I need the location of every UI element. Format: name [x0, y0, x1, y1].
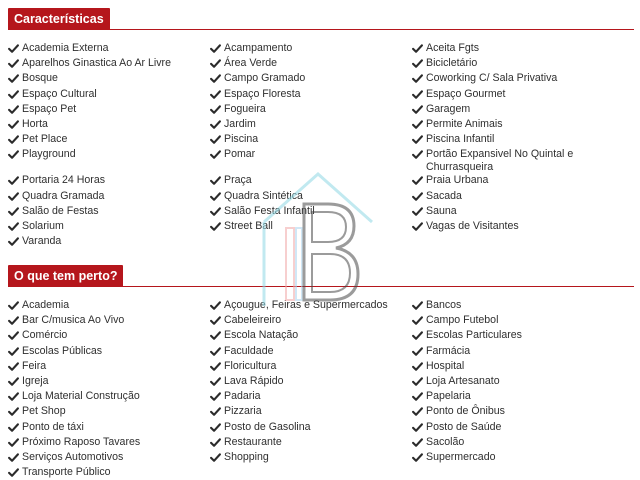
list-item: [412, 56, 632, 71]
list-item: [412, 404, 632, 419]
list-item: [412, 298, 632, 313]
list-item-label: Bicicletário: [426, 57, 478, 70]
list-item: [210, 102, 412, 117]
list-item: [8, 465, 210, 480]
list-item: [210, 298, 412, 313]
list-item: [412, 173, 632, 188]
list-item-label: Piscina Infantil: [426, 133, 495, 146]
list-item: [8, 389, 210, 404]
list-item: [412, 344, 632, 359]
list-item: [8, 147, 210, 173]
list-item: [412, 450, 632, 465]
list-item-label: Comércio: [22, 329, 68, 342]
list-item-label: Bosque: [22, 72, 58, 85]
check-icon: [412, 315, 423, 326]
list-item: [8, 41, 210, 56]
list-item-label: Posto de Saúde: [426, 420, 502, 433]
list-item-label: Street Ball: [224, 219, 273, 232]
check-icon: [8, 221, 19, 232]
check-icon: [412, 437, 423, 448]
list-item: [8, 87, 210, 102]
list-item: [8, 234, 210, 249]
check-icon: [210, 452, 221, 463]
list-item-label: Garagem: [426, 102, 471, 115]
check-icon: [8, 191, 19, 202]
list-item-label: Cabeleireiro: [224, 314, 282, 327]
check-icon: [412, 89, 423, 100]
list-item-label: Transporte Público: [22, 466, 111, 479]
list-item: [210, 132, 412, 147]
list-item: [8, 298, 210, 313]
check-icon: [412, 119, 423, 130]
list-item: [8, 189, 210, 204]
check-icon: [210, 361, 221, 372]
check-icon: [8, 119, 19, 130]
nearby-grid: [8, 298, 638, 480]
check-icon: [412, 104, 423, 115]
list-item-label: Quadra Gramada: [22, 189, 105, 202]
list-item: [210, 389, 412, 404]
list-item: [210, 219, 412, 234]
list-item: [8, 344, 210, 359]
section-title: O que tem perto?: [8, 265, 123, 287]
check-icon: [8, 236, 19, 247]
check-icon: [210, 43, 221, 54]
check-icon: [8, 134, 19, 145]
check-icon: [8, 175, 19, 186]
list-item: [210, 344, 412, 359]
list-item-label: Quadra Sintética: [224, 189, 303, 202]
list-item-label: Portão Expansivel No Quintal e Churrasqueira: [426, 148, 574, 173]
check-icon: [210, 191, 221, 202]
list-item: [210, 41, 412, 56]
list-item-label: Academia Externa: [22, 42, 109, 54]
check-icon: [412, 391, 423, 402]
check-icon: [210, 300, 221, 311]
check-icon: [210, 346, 221, 357]
list-item-label: Escolas Públicas: [22, 344, 103, 357]
list-item: [8, 204, 210, 219]
check-icon: [412, 406, 423, 417]
list-item-label: Supermercado: [426, 450, 496, 463]
list-item: [412, 219, 632, 234]
list-item-label: Serviços Automotivos: [22, 450, 124, 463]
list-item-label: Escola Natação: [224, 329, 299, 342]
list-item-label: Próximo Raposo Tavares: [22, 435, 141, 448]
check-icon: [8, 149, 19, 160]
check-icon: [8, 43, 19, 54]
empty-cell: [412, 465, 632, 480]
list-item-label: Floricultura: [224, 359, 277, 372]
list-item: [8, 102, 210, 117]
list-item-label: Campo Gramado: [224, 72, 306, 85]
list-item: [412, 132, 632, 147]
list-item-label: Horta: [22, 117, 48, 130]
check-icon: [8, 206, 19, 217]
list-item: [8, 132, 210, 147]
list-item: [412, 189, 632, 204]
check-icon: [412, 330, 423, 341]
list-item: [412, 102, 632, 117]
check-icon: [8, 89, 19, 100]
check-icon: [210, 330, 221, 341]
check-icon: [210, 104, 221, 115]
list-item: [8, 420, 210, 435]
list-item-label: Acampamento: [224, 42, 293, 54]
check-icon: [210, 58, 221, 69]
list-item: [8, 435, 210, 450]
list-item: [412, 147, 632, 173]
list-item-label: Salão de Festas: [22, 204, 99, 217]
list-item-label: Academia: [22, 299, 70, 311]
check-icon: [210, 315, 221, 326]
list-item-label: Aparelhos Ginastica Ao Ar Livre: [22, 57, 171, 70]
list-item-label: Lava Rápido: [224, 374, 284, 387]
list-item-label: Igreja: [22, 374, 49, 387]
check-icon: [412, 452, 423, 463]
check-icon: [8, 391, 19, 402]
list-item-label: Coworking C/ Sala Privativa: [426, 72, 558, 85]
check-icon: [210, 437, 221, 448]
list-item-label: Sacolão: [426, 435, 465, 448]
list-item: [210, 71, 412, 86]
list-item-label: Escolas Particulares: [426, 329, 522, 342]
check-icon: [412, 300, 423, 311]
list-item: [210, 173, 412, 188]
empty-cell: [210, 234, 412, 249]
list-item: [210, 435, 412, 450]
list-item-label: Praça: [224, 174, 252, 187]
check-icon: [8, 406, 19, 417]
list-item: [210, 404, 412, 419]
list-item-label: Shopping: [224, 450, 269, 463]
list-item: [210, 420, 412, 435]
list-item: [412, 374, 632, 389]
list-item: [8, 404, 210, 419]
list-item-label: Espaço Floresta: [224, 87, 301, 100]
list-item-label: Fogueira: [224, 102, 266, 115]
list-item-label: Portaria 24 Horas: [22, 174, 106, 187]
list-item: [412, 328, 632, 343]
list-item-label: Pomar: [224, 148, 256, 161]
list-item-label: Padaria: [224, 390, 261, 403]
section-header: [0, 8, 640, 32]
list-item: [412, 435, 632, 450]
list-item: [210, 204, 412, 219]
list-item: [8, 450, 210, 465]
check-icon: [210, 376, 221, 387]
list-item: [412, 420, 632, 435]
check-icon: [210, 119, 221, 130]
list-item: [412, 117, 632, 132]
list-item-label: Praia Urbana: [426, 174, 489, 187]
check-icon: [8, 346, 19, 357]
list-item-label: Espaço Cultural: [22, 87, 97, 100]
list-item: [412, 41, 632, 56]
list-item-label: Hospital: [426, 359, 465, 372]
check-icon: [210, 73, 221, 84]
list-item: [412, 359, 632, 374]
list-item: [210, 450, 412, 465]
check-icon: [412, 361, 423, 372]
check-icon: [412, 221, 423, 232]
list-item-label: Jardim: [224, 117, 256, 130]
check-icon: [412, 58, 423, 69]
check-icon: [412, 149, 423, 160]
list-item: [8, 173, 210, 188]
list-item-label: Bancos: [426, 299, 462, 311]
list-item: [210, 147, 412, 173]
section-divider: [8, 29, 634, 30]
list-item-label: Aceita Fgts: [426, 42, 479, 54]
check-icon: [210, 422, 221, 433]
check-icon: [8, 376, 19, 387]
check-icon: [210, 175, 221, 186]
list-item: [412, 71, 632, 86]
check-icon: [412, 376, 423, 387]
check-icon: [8, 73, 19, 84]
section-caracteristicas: [0, 8, 640, 248]
list-item: [8, 71, 210, 86]
list-item-label: Pizzaria: [224, 405, 262, 418]
list-item: [210, 313, 412, 328]
section-header: [0, 265, 640, 289]
list-item-label: Pet Place: [22, 133, 68, 146]
list-item-label: Sacada: [426, 189, 462, 202]
list-item: [210, 359, 412, 374]
list-item-label: Playground: [22, 148, 76, 161]
list-item: [8, 56, 210, 71]
list-item-label: Ponto de Ônibus: [426, 405, 505, 418]
list-item: [8, 219, 210, 234]
list-item-label: Salão Festa Infantil: [224, 204, 315, 217]
list-item-label: Permite Animais: [426, 117, 503, 130]
list-item-label: Solarium: [22, 219, 64, 232]
list-item: [8, 359, 210, 374]
check-icon: [8, 315, 19, 326]
check-icon: [210, 391, 221, 402]
check-icon: [412, 134, 423, 145]
list-item-label: Loja Artesanato: [426, 374, 500, 387]
list-item: [210, 87, 412, 102]
list-item-label: Área Verde: [224, 57, 278, 70]
list-item-label: Piscina: [224, 133, 259, 146]
section-title: Características: [8, 8, 110, 30]
list-item-label: Farmácia: [426, 344, 471, 357]
check-icon: [210, 134, 221, 145]
list-item-label: Espaço Gourmet: [426, 87, 506, 100]
section-o-que-tem-perto: [0, 265, 640, 479]
list-item: [8, 117, 210, 132]
check-icon: [8, 361, 19, 372]
list-item: [210, 189, 412, 204]
list-item: [8, 328, 210, 343]
list-item-label: Varanda: [22, 235, 62, 248]
list-item: [210, 117, 412, 132]
check-icon: [8, 467, 19, 478]
list-item-label: Feira: [22, 359, 47, 372]
list-item: [8, 313, 210, 328]
list-item: [210, 374, 412, 389]
list-item-label: Posto de Gasolina: [224, 420, 311, 433]
list-item: [210, 56, 412, 71]
check-icon: [8, 104, 19, 115]
list-item-label: Papelaria: [426, 390, 471, 403]
list-item: [412, 204, 632, 219]
check-icon: [8, 422, 19, 433]
check-icon: [8, 452, 19, 463]
list-item-label: Açougue, Feiras e Supermercados: [224, 299, 388, 311]
section-divider: [8, 286, 634, 287]
list-item: [412, 87, 632, 102]
check-icon: [210, 149, 221, 160]
list-item-label: Sauna: [426, 204, 457, 217]
check-icon: [8, 330, 19, 341]
check-icon: [210, 406, 221, 417]
list-item-label: Faculdade: [224, 344, 274, 357]
list-item-label: Restaurante: [224, 435, 282, 448]
list-item: [8, 374, 210, 389]
empty-cell: [210, 465, 412, 480]
list-item-label: Espaço Pet: [22, 102, 77, 115]
check-icon: [210, 89, 221, 100]
check-icon: [412, 175, 423, 186]
list-item-label: Pet Shop: [22, 405, 66, 418]
list-item: [412, 389, 632, 404]
list-item-label: Ponto de táxi: [22, 420, 84, 433]
list-item-label: Vagas de Visitantes: [426, 219, 519, 232]
check-icon: [8, 58, 19, 69]
check-icon: [210, 221, 221, 232]
check-icon: [8, 300, 19, 311]
list-item: [210, 328, 412, 343]
check-icon: [210, 206, 221, 217]
features-grid: [8, 41, 638, 249]
check-icon: [412, 346, 423, 357]
check-icon: [8, 437, 19, 448]
check-icon: [412, 73, 423, 84]
check-icon: [412, 191, 423, 202]
check-icon: [412, 43, 423, 54]
check-icon: [412, 206, 423, 217]
empty-cell: [412, 234, 632, 249]
list-item: [412, 313, 632, 328]
list-item-label: Loja Material Construção: [22, 390, 140, 403]
list-item-label: Bar C/musica Ao Vivo: [22, 314, 125, 327]
check-icon: [412, 422, 423, 433]
list-item-label: Campo Futebol: [426, 314, 499, 327]
